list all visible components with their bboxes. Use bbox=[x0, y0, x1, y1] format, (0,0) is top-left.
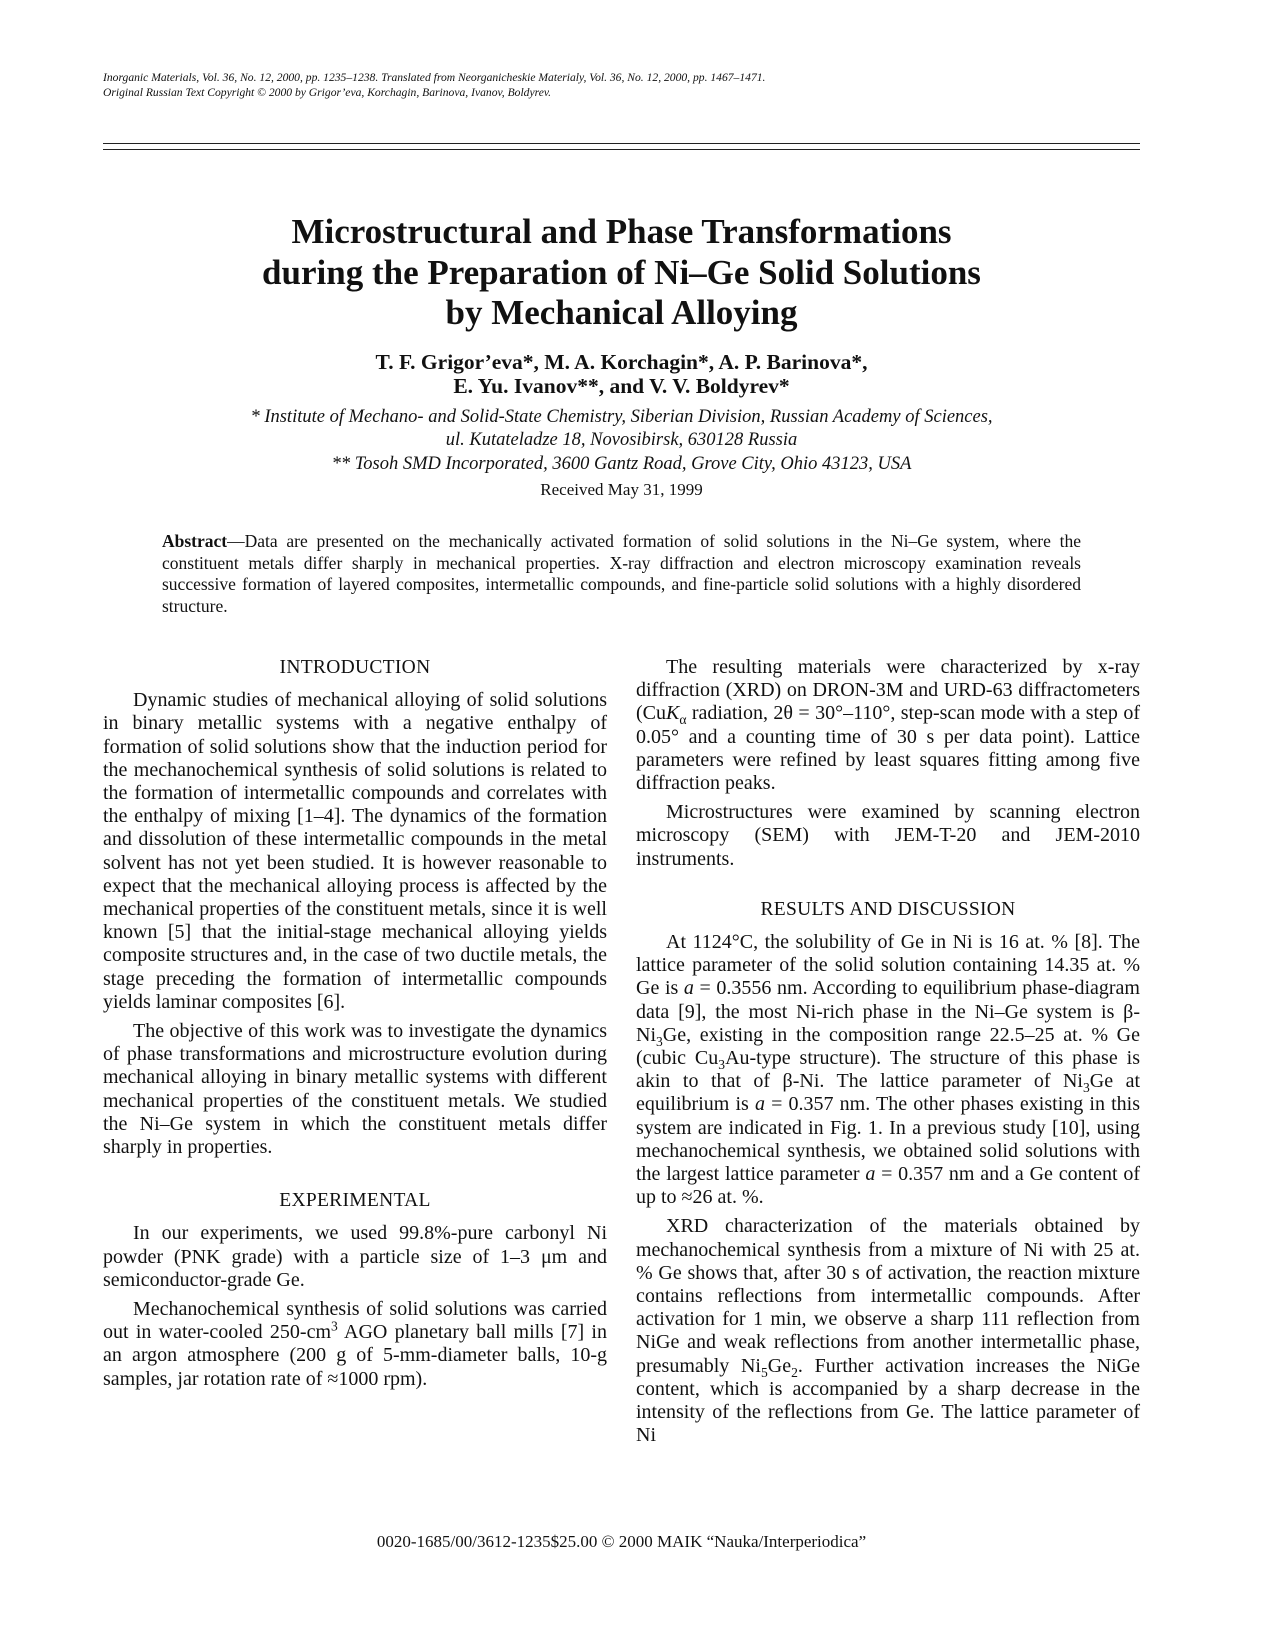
received-date: Received May 31, 1999 bbox=[540, 480, 703, 499]
affiliation-1 bbox=[103, 406, 1140, 451]
header-line-1: Inorganic Materials, Vol. 36, No. 12, 2000, pp. 1235–1238. Translated from Neorganicheskie Materialy, Vol. 36, No. 12, 2000, pp. 1467–1471. bbox=[103, 71, 766, 84]
affiliation-2: ** Tosoh SMD Incorporated, 3600 Gantz Road, Grove City, Ohio 43123, USA bbox=[331, 454, 912, 474]
experimental-paragraph-2: Mechanochemical synthesis of solid solutions was carried out in water-cooled $250-cm^3$ AGO planetary ball mills [7] in an argon atmosphere (200 g of 5-mm-diameter balls, 10-g samples, jar rotation rate of ≈1000 rpm). bbox=[103, 1298, 607, 1390]
journal-header bbox=[103, 70, 1133, 100]
abstract bbox=[162, 531, 1081, 618]
header-rule-top bbox=[103, 143, 1140, 144]
experimental-paragraph-1: In our experiments, we used 99.8%-pure carbonyl Ni powder (PNK grade) with a particle size of 1–3 μm and semiconductor-grade Ge. bbox=[103, 1222, 607, 1291]
section-heading-introduction: INTRODUCTION bbox=[279, 657, 431, 678]
right-column bbox=[636, 656, 1140, 1454]
header-line-2: Original Russian Text Copyright © 2000 by Grigor’eva, Korchagin, Barinova, Ivanov, Boldyrev. bbox=[103, 86, 552, 99]
left-column bbox=[103, 656, 607, 1397]
results-paragraph-2: XRD characterization of the materials obtained by mechanochemical synthesis from a mixture of Ni with 25 at. % Ge shows that, after 30 s of activation, the reaction mixture contains reflections from intermetallic compounds. After activation for 1 min, we observe a sharp 111 reflection from NiGe and weak reflections from another intermetallic phase, presumably $Ni_5Ge_2$. Further activation increases the NiGe content, which is accompanied by a sharp decrease in the intensity of the reflections from Ge. The lattice parameter of Ni bbox=[636, 1215, 1141, 1447]
abstract-text: —Data are presented on the mechanically activated formation of solid solutions in the Ni–Ge system, where the constituent metals differ sharply in mechanical properties. X-ray diffraction and electron microscopy examination reveals successive formation of layered composites, intermetallic compounds, and fine-particle solid solutions with a highly disordered structure. bbox=[162, 531, 1081, 617]
affiliation-1-line-2: ul. Kutateladze 18, Novosibirsk, 630128 Russia bbox=[445, 429, 798, 450]
section-heading-results: RESULTS AND DISCUSSION bbox=[760, 898, 1016, 920]
copyright-footer: 0020-1685/00/3612-1235$25.00 © 2000 MAIK “Nauka/Interperiodica” bbox=[376, 1532, 867, 1551]
methods-paragraph-2: Microstructures were examined by scanning electron microscopy (SEM) with JEM-T-20 and JEM-2010 instruments. bbox=[636, 801, 1140, 870]
title-line-1: Microstructural and Phase Transformations bbox=[291, 212, 952, 251]
header-rule-bottom bbox=[103, 149, 1140, 150]
title-line-3: by Mechanical Alloying bbox=[445, 293, 798, 332]
author-list bbox=[103, 350, 1140, 398]
affiliation-1-line-1: * Institute of Mechano- and Solid-State Chemistry, Siberian Division, Russian Academy of Sciences, bbox=[250, 407, 993, 427]
abstract-label: Abstract bbox=[162, 531, 228, 551]
intro-paragraph-1: Dynamic studies of mechanical alloying of solid solutions in binary metallic systems with a negative enthalpy of formation of solid solutions show that the induction period for the mechanochemical synthesis of solid solutions is related to the formation of intermetallic compounds and correlates with the enthalpy of mixing [1–4]. The dynamics of the formation and dissolution of these intermetallic compounds in the metal solvent has not yet been studied. It is however reasonable to expect that the mechanical alloying process is affected by the mechanical properties of the constituent metals, since it is well known [5] that the initial-stage mechanical alloying yields composite structures and, in the case of two ductile metals, the stage preceding the formation of intermetallic compounds yields laminar composites [6]. bbox=[103, 689, 607, 1013]
section-heading-experimental: EXPERIMENTAL bbox=[279, 1190, 431, 1212]
methods-paragraph-1: The resulting materials were characterized by x-ray diffraction (XRD) on DRON-3M and URD-63 diffractometers (CuK$_\alpha$ radiation, 2θ = 30°–110°, step-scan mode with a step of 0.05° and a counting time of 30 s per data point). Lattice parameters were refined by least squares fitting among five diffraction peaks. bbox=[636, 656, 1140, 795]
authors-line-1: T. F. Grigor’eva*, M. A. Korchagin*, A. P. Barinova*, bbox=[375, 350, 868, 374]
intro-paragraph-2: The objective of this work was to investigate the dynamics of phase transformations and microstructure evolution during mechanical alloying in binary metallic systems with different mechanical properties of the constituent metals. We studied the Ni–Ge system in which the constituent metals differ sharply in properties. bbox=[103, 1020, 607, 1159]
title-line-2: during the Preparation of Ni–Ge Solid Solutions bbox=[262, 252, 981, 292]
results-paragraph-1: At 1124°C, the solubility of Ge in Ni is 16 at. % [8]. The lattice parameter of the solid solution containing 14.35 at. % Ge is a = 0.3556 nm. According to equilibrium phase-diagram data [9], the most Ni-rich phase in the Ni–Ge system is $\beta-Ni_3Ge$, existing in the composition range 22.5–25 at. % Ge (cubic $Cu_3Au$-type structure). The structure of this phase is akin to that of β-Ni. The lattice parameter of $Ni_3Ge$ at equilibrium is a = 0.357 nm. The other phases existing in this system are indicated in Fig. 1. In a previous study [10], using mechanochemical synthesis, we obtained solid solutions with the largest lattice parameter a = 0.357 nm and a Ge content of up to ≈26 at. %. bbox=[636, 931, 1140, 1209]
paper-title bbox=[103, 212, 1140, 334]
authors-line-2: E. Yu. Ivanov**, and V. V. Boldyrev* bbox=[453, 374, 790, 398]
